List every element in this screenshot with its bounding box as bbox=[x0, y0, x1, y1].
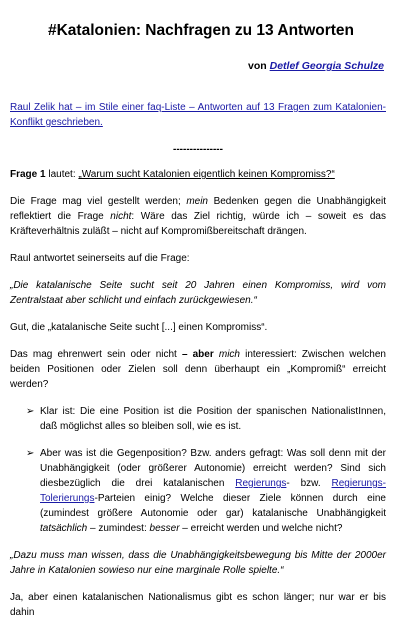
arrow-bullet-icon: ➢ bbox=[26, 448, 35, 459]
bullet-2-f: besser bbox=[149, 523, 180, 534]
intro-paragraph bbox=[10, 100, 386, 130]
p1-f: – soweit es das Kräfteverhältnis zuläßt – nicht auf Kompromißbereitschaft drängen. bbox=[10, 211, 386, 237]
arrow-bullet-icon: ➢ bbox=[26, 406, 35, 417]
regierungs-tolerierungs-link[interactable]: Regierungs-Tolerierungs bbox=[40, 478, 386, 504]
p4-b: – aber bbox=[181, 349, 219, 360]
bullet-2-g: – erreicht werden und welche nicht? bbox=[179, 523, 343, 534]
question-1-text: „Warum sucht Katalonien eigentlich keinen Kompromiss?“ bbox=[78, 169, 335, 180]
p4-d: interessiert: Zwischen welchen beiden Positionen oder Zielen soll denn überhaupt ein „Kompromiß“ erreicht werden? bbox=[10, 349, 386, 390]
byline-prefix: von bbox=[248, 60, 270, 72]
question-1 bbox=[10, 167, 386, 182]
paragraph-1 bbox=[10, 194, 386, 239]
bullet-item-1 bbox=[10, 404, 386, 434]
quote-2 bbox=[10, 548, 386, 578]
p1-b: mein bbox=[186, 196, 208, 207]
regierungs-link[interactable]: Regierungs bbox=[235, 478, 287, 489]
quote-1 bbox=[10, 278, 386, 308]
bullet-2-c: -Parteien einig? Welche dieser Ziele können durch eine (zumindest größere Autonomie oder gar) katalanische Unabhängigkeit bbox=[40, 493, 386, 519]
paragraph-4 bbox=[10, 347, 386, 392]
paragraph-3: Gut, die „katalanische Seite sucht [...] einen Kompromiss“. bbox=[10, 322, 268, 333]
bullet-list bbox=[10, 404, 386, 536]
bullet-1-text: Klar ist: Die eine Position ist die Position der spanischen NationalistInnen, daß möglichst alles so bleiben soll, wie es ist. bbox=[40, 406, 386, 432]
intro-link[interactable]: Raul Zelik hat – im Stile einer faq-Liste – Antworten auf 13 Fragen zum Katalonien-Konflikt geschrieben. bbox=[10, 102, 386, 128]
question-1-label: Frage 1 bbox=[10, 169, 46, 180]
p4-c: mich bbox=[218, 349, 240, 360]
article-body bbox=[10, 100, 386, 632]
bullet-2-e: – zumindest: bbox=[87, 523, 150, 534]
quote-2-text: „Dazu muss man wissen, dass die Unabhängigkeitsbewegung bis Mitte der 2000er Jahre in Katalonien sowieso nur eine marginale Rolle spielte.“ bbox=[10, 550, 386, 576]
author-link[interactable]: Detlef Georgia Schulze bbox=[269, 60, 384, 72]
byline bbox=[248, 60, 384, 72]
p1-a: Die Frage mag viel gestellt werden; bbox=[10, 196, 187, 207]
p1-d: nicht bbox=[110, 211, 132, 222]
p4-a: Das mag ehrenwert sein oder nicht bbox=[10, 349, 182, 360]
bullet-item-2 bbox=[10, 446, 386, 536]
bullet-2-d: tatsächlich bbox=[40, 523, 88, 534]
paragraph-5: Ja, aber einen katalanischen Nationalismus gibt es schon länger; nur war er bis dahin bbox=[10, 592, 386, 618]
question-1-lautet: lautet: bbox=[45, 169, 79, 180]
page-title: #Katalonien: Nachfragen zu 13 Antworten bbox=[47, 22, 355, 39]
paragraph-2: Raul antwortet seinerseits auf die Frage: bbox=[10, 253, 190, 264]
separator: --------------- bbox=[173, 144, 223, 155]
bullet-2-a: Aber was ist die Gegenposition? Bzw. anders gefragt: Was soll denn mit der Unabhängigkeit (oder größerer Autonomie) erreicht werden? Sind sich diesbezüglich die drei katalanischen bbox=[40, 448, 386, 489]
quote-1-text: „Die katalanische Seite sucht seit 20 Jahren einen Kompromiss, wird vom Zentralstaat aber schlicht und einfach zurückgewiesen.“ bbox=[10, 280, 386, 306]
p1-e: : Wäre das Ziel richtig, würde ich bbox=[131, 211, 306, 222]
p1-c: Bedenken gegen die Unabhängigkeit reflektiert die Frage bbox=[10, 196, 386, 222]
bullet-2-b: - bzw. bbox=[286, 478, 332, 489]
